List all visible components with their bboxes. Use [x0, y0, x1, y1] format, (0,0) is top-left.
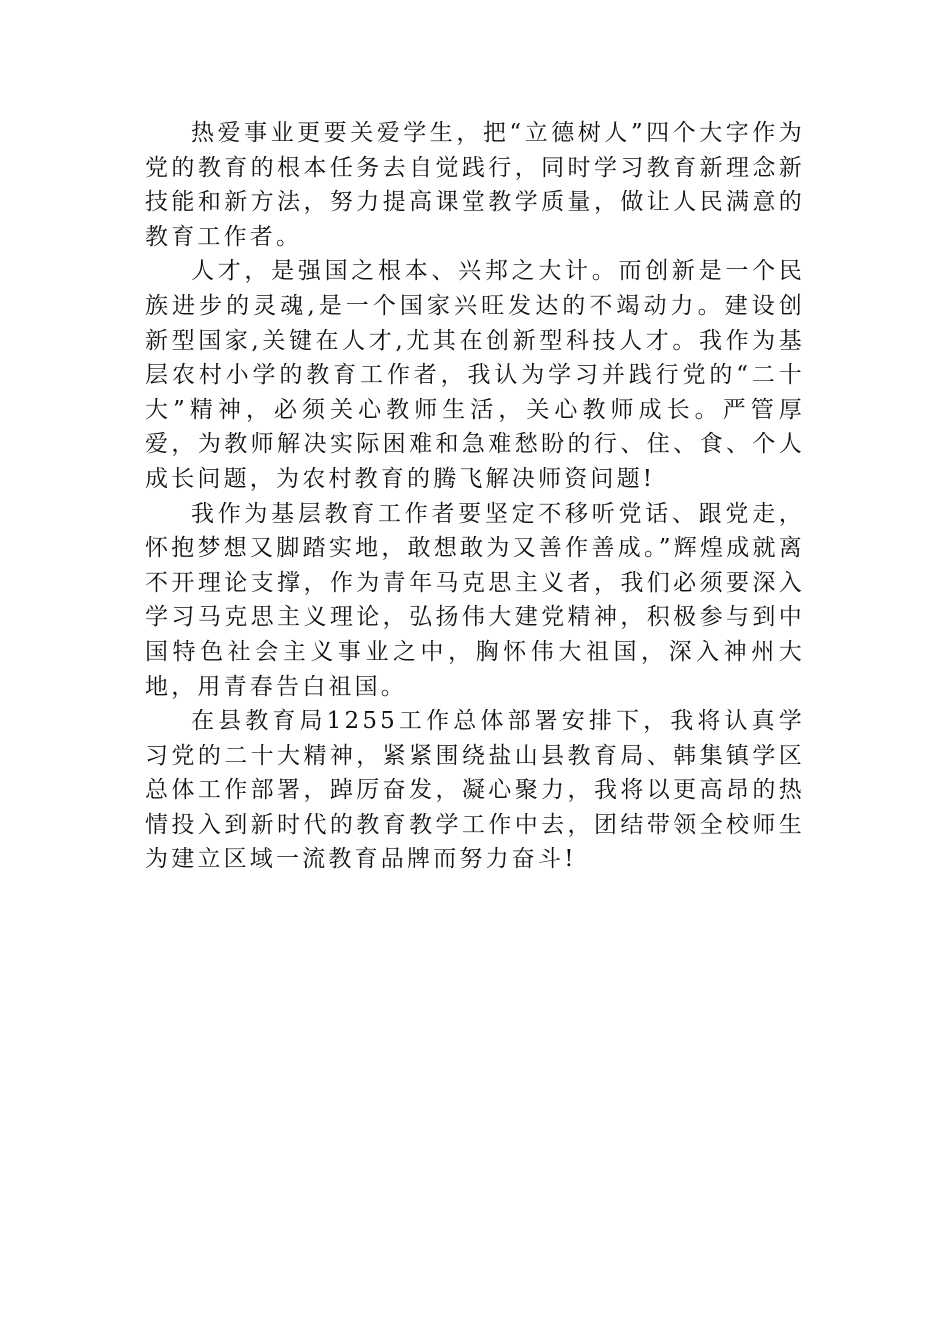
paragraph-3: 我作为基层教育工作者要坚定不移听党话、跟党走，怀抱梦想又脚踏实地，敢想敢为又善作善成。”辉煌成就离不开理论支撑，作为青年马克思主义者，我们必须要深入学习马克思主义理论，弘扬伟大建党精神，积极参与到中国特色社会主义事业之中，胸怀伟大祖国，深入神州大地，用青春告白祖国。 — [145, 500, 805, 700]
paragraph-4: 在县教育局1255工作总体部署安排下，我将认真学习党的二十大精神，紧紧围绕盐山县教育局、韩集镇学区总体工作部署，踔厉奋发，凝心聚力，我将以更高昂的热情投入到新时代的教育教学工作中去，团结带领全校师生为建立区域一流教育品牌而努力奋斗! — [145, 708, 805, 873]
paragraph-2: 人才，是强国之根本、兴邦之大计。而创新是一个民族进步的灵魂,是一个国家兴旺发达的不竭动力。建设创新型国家,关键在人才,尤其在创新型科技人才。我作为基层农村小学的教育工作者，我认为学习并践行党的“二十大”精神，必须关心教师生活，关心教师成长。严管厚爱，为教师解决实际困难和急难愁盼的行、住、食、个人成长问题，为农村教育的腾飞解决师资问题! — [145, 258, 805, 492]
document-body — [145, 116, 805, 877]
paragraph-1: 热爱事业更要关爱学生，把“立德树人”四个大字作为党的教育的根本任务去自觉践行，同时学习教育新理念新技能和新方法，努力提高课堂教学质量，做让人民满意的教育工作者。 — [145, 120, 805, 250]
